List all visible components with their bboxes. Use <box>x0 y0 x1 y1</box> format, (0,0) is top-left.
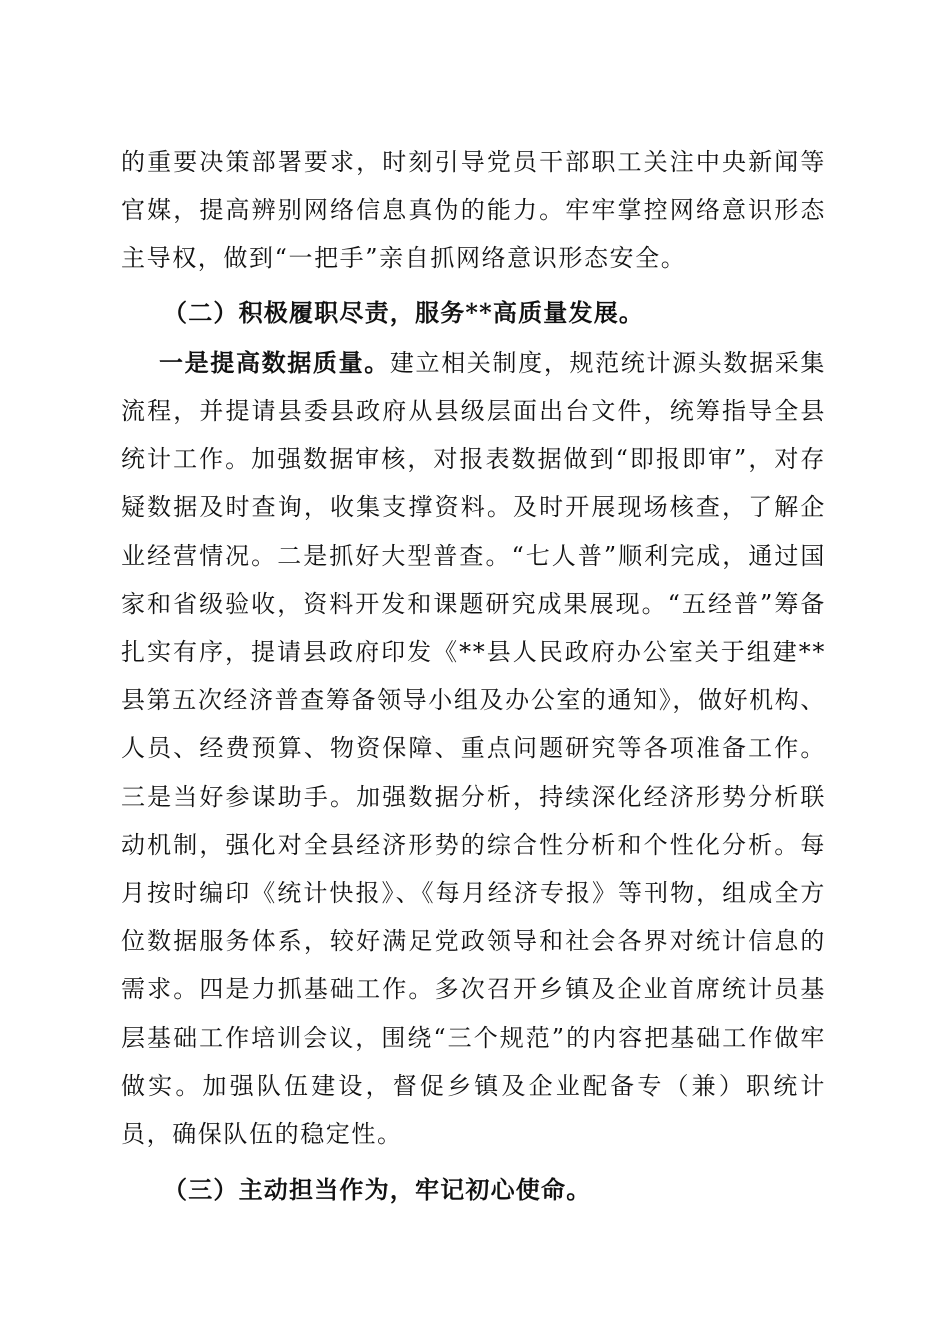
paragraph-body-text: 建立相关制度，规范统计源头数据采集流程，并提请县委县政府从县级层面出台文件，统筹指导全县统计工作。加强数据审核，对报表数据做到“即报即审”，对存疑数据及时查询，收集支撑资料。及时开展现场核查，了解企业经营情况。二是抓好大型普查。“七人普”顺利完成，通过国家和省级验收，资料开发和课题研究成果展现。“五经普”筹备扎实有序，提请县政府印发《**县人民政府办公室关于组建**县第五次经济普查筹备领导小组及办公室的通知》，做好机构、人员、经费预算、物资保障、重点问题研究等各项准备工作。三是当好参谋助手。加强数据分析，持续深化经济形势分析联动机制，强化对全县经济形势的综合性分析和个性化分析。每月按时编印《统计快报》、《每月经济专报》等刊物，组成全方位数据服务体系，较好满足党政领导和社会各界对统计信息的需求。四是力抓基础工作。多次召开乡镇及企业首席统计员基层基础工作培训会议，围绕“三个规范”的内容把基础工作做牢做实。加强队伍建设，督促乡镇及企业配备专（兼）职统计员，确保队伍的稳定性。 <box>121 348 826 1149</box>
paragraph-data-quality <box>121 339 826 1158</box>
section-heading-2: （二）积极履职尽责，服务**高质量发展。 <box>163 297 645 327</box>
paragraph-lead-phrase: 一是提高数据质量。 <box>159 347 390 377</box>
paragraph-continued: 的重要决策部署要求，时刻引导党员干部职工关注中央新闻等官媒，提高辨别网络信息真伪的能力。牢牢掌控网络意识形态主导权，做到“一把手”亲自抓网络意识形态安全。 <box>121 148 826 273</box>
section-heading-3: （三）主动担当作为，牢记初心使命。 <box>163 1175 592 1205</box>
document-body <box>121 138 826 1214</box>
